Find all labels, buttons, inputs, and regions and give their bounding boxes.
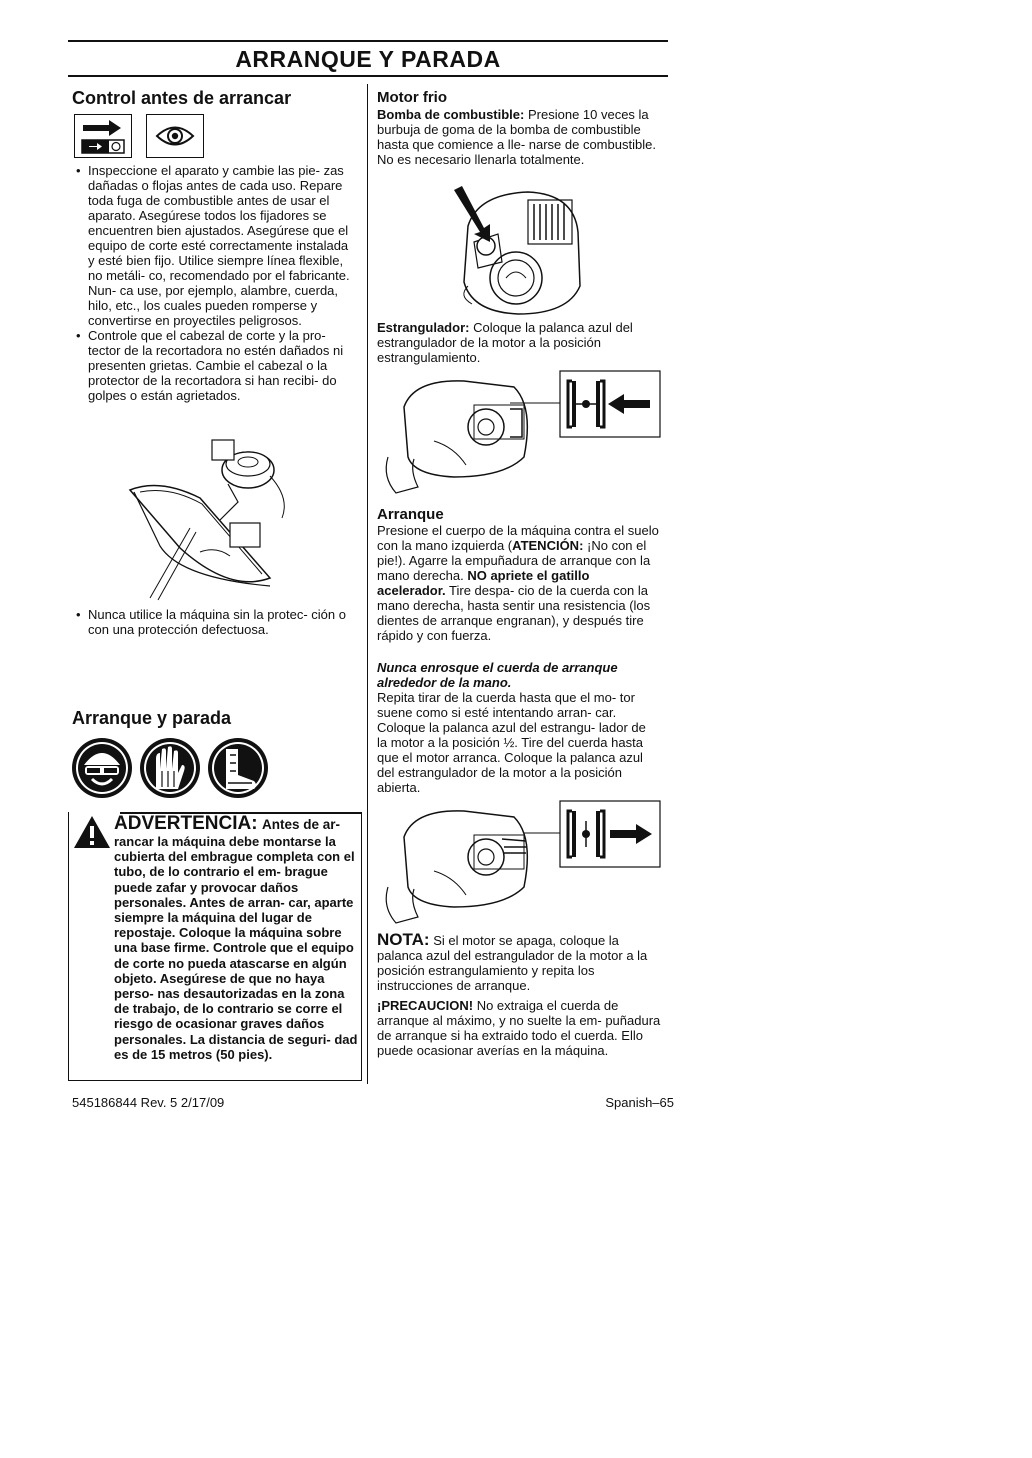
arranque-text-3: Tire despa- cio de la cuerda con la mano derecha, hasta sentir una resistencia (los dientes de arranque engranan), y después tire rápido y con fuerza.	[377, 583, 651, 643]
warning-lead: Antes de ar-	[262, 817, 341, 832]
warning-text: rancar la máquina debe montarse la cubierta del embrague completa con el tubo, de lo contrario el em- brague puede zafar y provocar daños personales. Antes de arran- car, aparte siempre la máquina del lugar de repostaje. Coloque la máquina sobre una base firme. Controle que el equipo de corte no pueda atascarse en algún objeto. Asegúrese de que no haya perso- nas desautorizadas en la zona de trabajo, de lo contrario se corre el riesgo de ocasionar graves daños personales. La distancia de seguri- dad es de 15 metros (50 pies).	[114, 834, 358, 1062]
arranque-text-2: ¡No con el pie!). Agarre la empuñadura de arranque con la mano derecha.	[377, 538, 651, 583]
precaucion-paragraph	[377, 998, 662, 1058]
arranque-no-apriete: NO apriete el gatillo acelerador.	[377, 568, 590, 598]
warning-label: ADVERTENCIA:	[114, 813, 258, 834]
control-heading: Control antes de arrancar	[72, 88, 292, 108]
document-number: 545186844 Rev. 5 2/17/09	[72, 1095, 225, 1110]
arranque-italic-warning: Nunca enrosque el cuerda de arranque alrededor de la mano.	[377, 660, 618, 690]
title-rule	[68, 75, 668, 77]
bomba-label: Bomba de combustible:	[377, 107, 525, 122]
arranque-text-1: Presione el cuerpo de la máquina contra el suelo con la mano izquierda (	[377, 523, 659, 553]
guard-bullet-block	[72, 607, 357, 637]
boots-icon	[208, 738, 268, 798]
arranque-repeat-paragraph: Repita tirar de la cuerda hasta que el mo- tor suene como si esté intentando arran- car. Coloque la palanca azul del estrangu- lador de la motor a la posición ½. Tire del cuerda hasta que el motor arranca. Coloque la palanca azul del estrangulador de la motor a la posición abierta.	[377, 690, 646, 795]
nota-text: Si el motor se apaga, coloque la palanca azul del estrangulador de la motor a la posición estrangulamiento y repita los instrucciones de arranque.	[377, 933, 648, 993]
eye-inspect-icon	[146, 114, 204, 158]
bullet-inspect: • Inspeccione el aparato y cambie las pie- zas dañadas o flojas antes de cada uso. Repare toda fuga de combustible antes de usar el aparato. Asegúrese todos los fijadores se encuentren bien ajustados. Asegúrese que el equipo de corte esté correctamente instalada y esté bien fijo. Utilice siempre línea flexible, no metáli- co, recomendado por el fabricante. Nun- ca use, por ejemplo, alambre, cuerda, hilo, etc., los cuales pueden romperse y convertirse en proyectiles peligrosos.	[72, 163, 357, 328]
precaucion-text: No extraiga el cuerda de arranque al máximo, y no suelte la em- puñadura de arranque si ha extraido todo el cuerda. Ello puede ocasionar averías en la máquina.	[377, 998, 661, 1058]
estrangulador-text: Coloque la palanca azul del estrangulador de la motor a la posición estrangulamiento.	[377, 320, 633, 365]
helmet-goggles-icon	[72, 738, 132, 798]
primer-bulb-figure	[448, 186, 588, 318]
warning-header	[114, 813, 358, 835]
precaucion-label: ¡PRECAUCION!	[377, 998, 474, 1013]
estrangulador-paragraph	[377, 320, 659, 365]
trimmer-guard-figure	[120, 428, 290, 604]
arranque-parada-heading: Arranque y parada	[72, 708, 232, 728]
bullet-guard: • Nunca utilice la máquina sin la protec- ción o con una protección defectuosa.	[72, 607, 357, 637]
motor-frio-heading: Motor frio	[377, 89, 447, 106]
page-title: ARRANQUE Y PARADA	[235, 46, 501, 72]
top-rule	[68, 40, 668, 42]
arranque-heading: Arranque	[377, 506, 444, 523]
manual-icon	[74, 114, 132, 158]
choke-closed-figure	[374, 367, 662, 497]
nota-label: NOTA:	[377, 930, 430, 949]
nota-paragraph	[377, 932, 665, 993]
arranque-atencion: ATENCIÓN:	[512, 538, 584, 553]
bomba-text: Presione 10 veces la burbuja de goma de la bomba de combustible hasta que comience a lle- narse de combustible. No es necesario llenarla totalmente.	[377, 107, 656, 167]
arranque-paragraph	[377, 523, 659, 643]
warning-triangle-icon	[73, 815, 111, 849]
choke-open-figure	[374, 797, 662, 927]
bullet-cutting-head: • Controle que el cabezal de corte y la pro- tector de la recortadora no estén dañados ni presenten grietas. Cambie el cabezal o la protector de la recortadora si han recibi- do golpes o están agrietados.	[72, 328, 357, 403]
page-number: Spanish–65	[605, 1095, 674, 1110]
bomba-paragraph	[377, 107, 657, 167]
gloves-icon	[140, 738, 200, 798]
control-bullets	[72, 163, 357, 403]
ppe-icons	[70, 735, 270, 801]
column-divider	[367, 84, 368, 1084]
estrangulador-label: Estrangulador:	[377, 320, 470, 335]
